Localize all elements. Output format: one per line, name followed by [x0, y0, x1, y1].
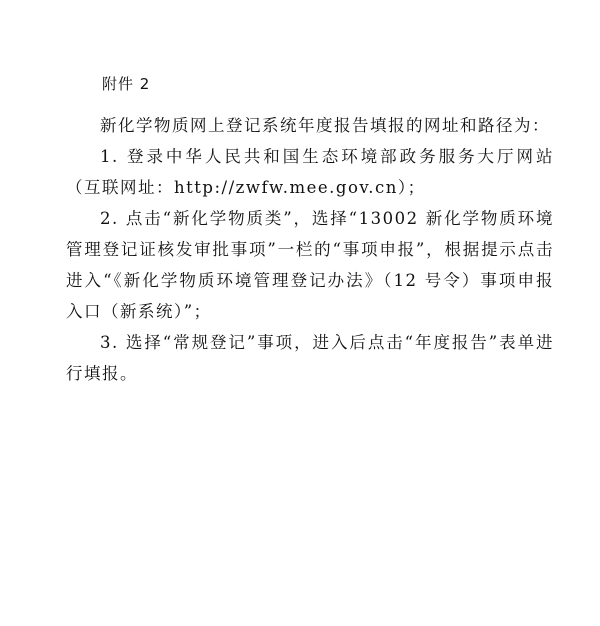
document-page [66, 74, 554, 389]
intro-paragraph: 新化学物质网上登记系统年度报告填报的网址和路径为： [100, 116, 550, 135]
step-3-paragraph: 3. 选择“常规登记”事项，进入后点击“年度报告”表单进行填报。 [66, 333, 554, 383]
attachment-heading: 附件 2 [102, 75, 151, 93]
step-1-paragraph: 1. 登录中华人民共和国生态环境部政务服务大厅网站（互联网址：http://zwfw.mee.gov.cn）； [66, 147, 554, 197]
step-2-paragraph: 2. 点击“新化学物质类”，选择“13002 新化学物质环境管理登记证核发审批事项”一栏的“事项申报”，根据提示点击进入“《新化学物质环境管理登记办法》（12 号令）事项申报入口（新系统）”； [66, 209, 554, 321]
